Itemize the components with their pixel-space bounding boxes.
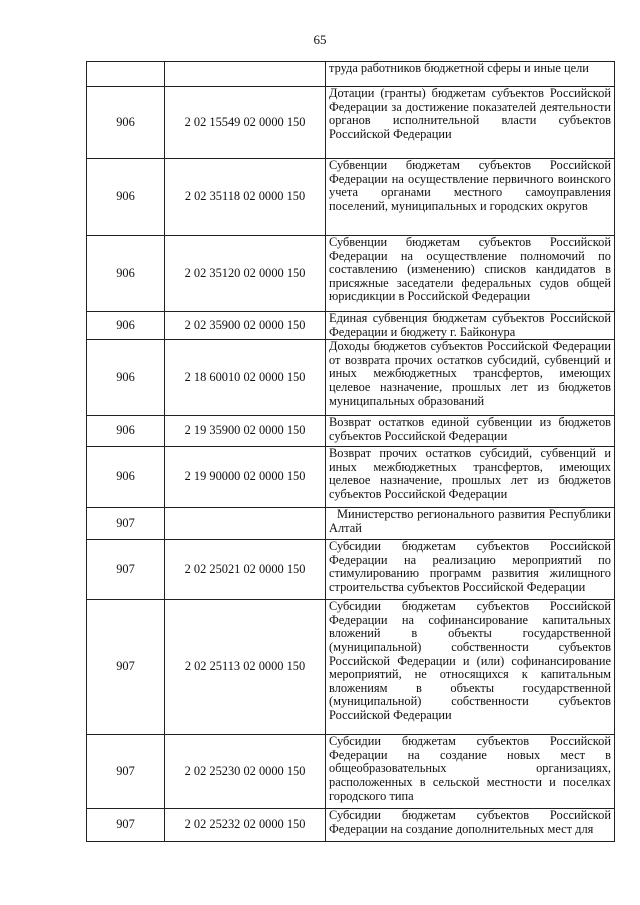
admin-code-cell: 906: [87, 447, 165, 508]
table-row: [87, 87, 615, 159]
page-number: 65: [313, 32, 327, 47]
revenue-codes-table: [86, 61, 615, 842]
table-row: [87, 735, 615, 809]
kbk-code-cell: 2 02 15549 02 0000 150: [165, 87, 326, 159]
description-cell: Субвенции бюджетам субъектов Российской Федерации на осуществление первичного воинского учета органами местного самоуправления поселений, муниципальных и городских округов: [326, 159, 615, 236]
kbk-code-cell: 2 18 60010 02 0000 150: [165, 340, 326, 416]
table-row: [87, 340, 615, 416]
kbk-code-cell: 2 02 35118 02 0000 150: [165, 159, 326, 236]
kbk-code-cell: 2 02 35120 02 0000 150: [165, 236, 326, 312]
description-cell: Возврат прочих остатков субсидий, субвенций и иных межбюджетных трансфертов, имеющих целевое назначение, прошлых лет из бюджетов субъектов Российской Федерации: [326, 447, 615, 508]
admin-code-cell: 907: [87, 540, 165, 600]
description-cell: труда работников бюджетной сферы и иные цели: [326, 62, 615, 87]
description-cell: Субсидии бюджетам субъектов Российской Федерации на создание новых мест в общеобразовательных организациях, расположенных в сельской местности и поселках городского типа: [326, 735, 615, 809]
table-row: [87, 62, 615, 87]
admin-code-cell: 906: [87, 236, 165, 312]
kbk-code-cell: 2 02 25232 02 0000 150: [165, 809, 326, 842]
table-row: [87, 236, 615, 312]
ministry-name-cell: Министерство регионального развития Республики Алтай: [326, 508, 615, 540]
kbk-code-cell: [165, 508, 326, 540]
table-row: [87, 312, 615, 340]
admin-code-cell: 906: [87, 416, 165, 447]
admin-code-cell: 906: [87, 340, 165, 416]
kbk-code-cell: 2 19 90000 02 0000 150: [165, 447, 326, 508]
description-cell: Доходы бюджетов субъектов Российской Федерации от возврата прочих остатков субсидий, субвенций и иных межбюджетных трансфертов, имеющих целевое назначение, прошлых лет из бюджетов муниципальных образований: [326, 340, 615, 416]
description-cell: Субсидии бюджетам субъектов Российской Федерации на создание дополнительных мест для: [326, 809, 615, 842]
kbk-code-cell: 2 02 25113 02 0000 150: [165, 600, 326, 735]
admin-code-cell: [87, 62, 165, 87]
table-row: [87, 159, 615, 236]
kbk-code-cell: [165, 62, 326, 87]
description-cell: Возврат остатков единой субвенции из бюджетов субъектов Российской Федерации: [326, 416, 615, 447]
description-cell: Субсидии бюджетам субъектов Российской Федерации на реализацию мероприятий по стимулированию программ развития жилищного строительства субъектов Российской Федерации: [326, 540, 615, 600]
table-row: [87, 600, 615, 735]
description-cell: Субвенции бюджетам субъектов Российской Федерации на осуществление полномочий по составлению (изменению) списков кандидатов в присяжные заседатели федеральных судов общей юрисдикции в Российской Федерации: [326, 236, 615, 312]
kbk-code-cell: 2 19 35900 02 0000 150: [165, 416, 326, 447]
table-row: [87, 540, 615, 600]
admin-code-cell: 906: [87, 312, 165, 340]
description-cell: Дотации (гранты) бюджетам субъектов Российской Федерации за достижение показателей деятельности органов исполнительной власти субъектов Российской Федерации: [326, 87, 615, 159]
description-cell: Субсидии бюджетам субъектов Российской Федерации на софинансирование капитальных вложений в объекты государственной (муниципальной) собственности субъектов Российской Федерации и (или) софинансирование мероприятий, не относящихся к капитальным вложениям в объекты государственной (муниципальной) собственности субъектов Российской Федерации: [326, 600, 615, 735]
kbk-code-cell: 2 02 25021 02 0000 150: [165, 540, 326, 600]
admin-code-cell: 907: [87, 508, 165, 540]
admin-code-cell: 907: [87, 809, 165, 842]
kbk-code-cell: 2 02 35900 02 0000 150: [165, 312, 326, 340]
table-row: [87, 508, 615, 540]
admin-code-cell: 906: [87, 87, 165, 159]
admin-code-cell: 907: [87, 735, 165, 809]
table-row: [87, 416, 615, 447]
admin-code-cell: 907: [87, 600, 165, 735]
table-row: [87, 809, 615, 842]
kbk-code-cell: 2 02 25230 02 0000 150: [165, 735, 326, 809]
description-cell: Единая субвенция бюджетам субъектов Российской Федерации и бюджету г. Байконура: [326, 312, 615, 340]
admin-code-cell: 906: [87, 159, 165, 236]
table-row: [87, 447, 615, 508]
